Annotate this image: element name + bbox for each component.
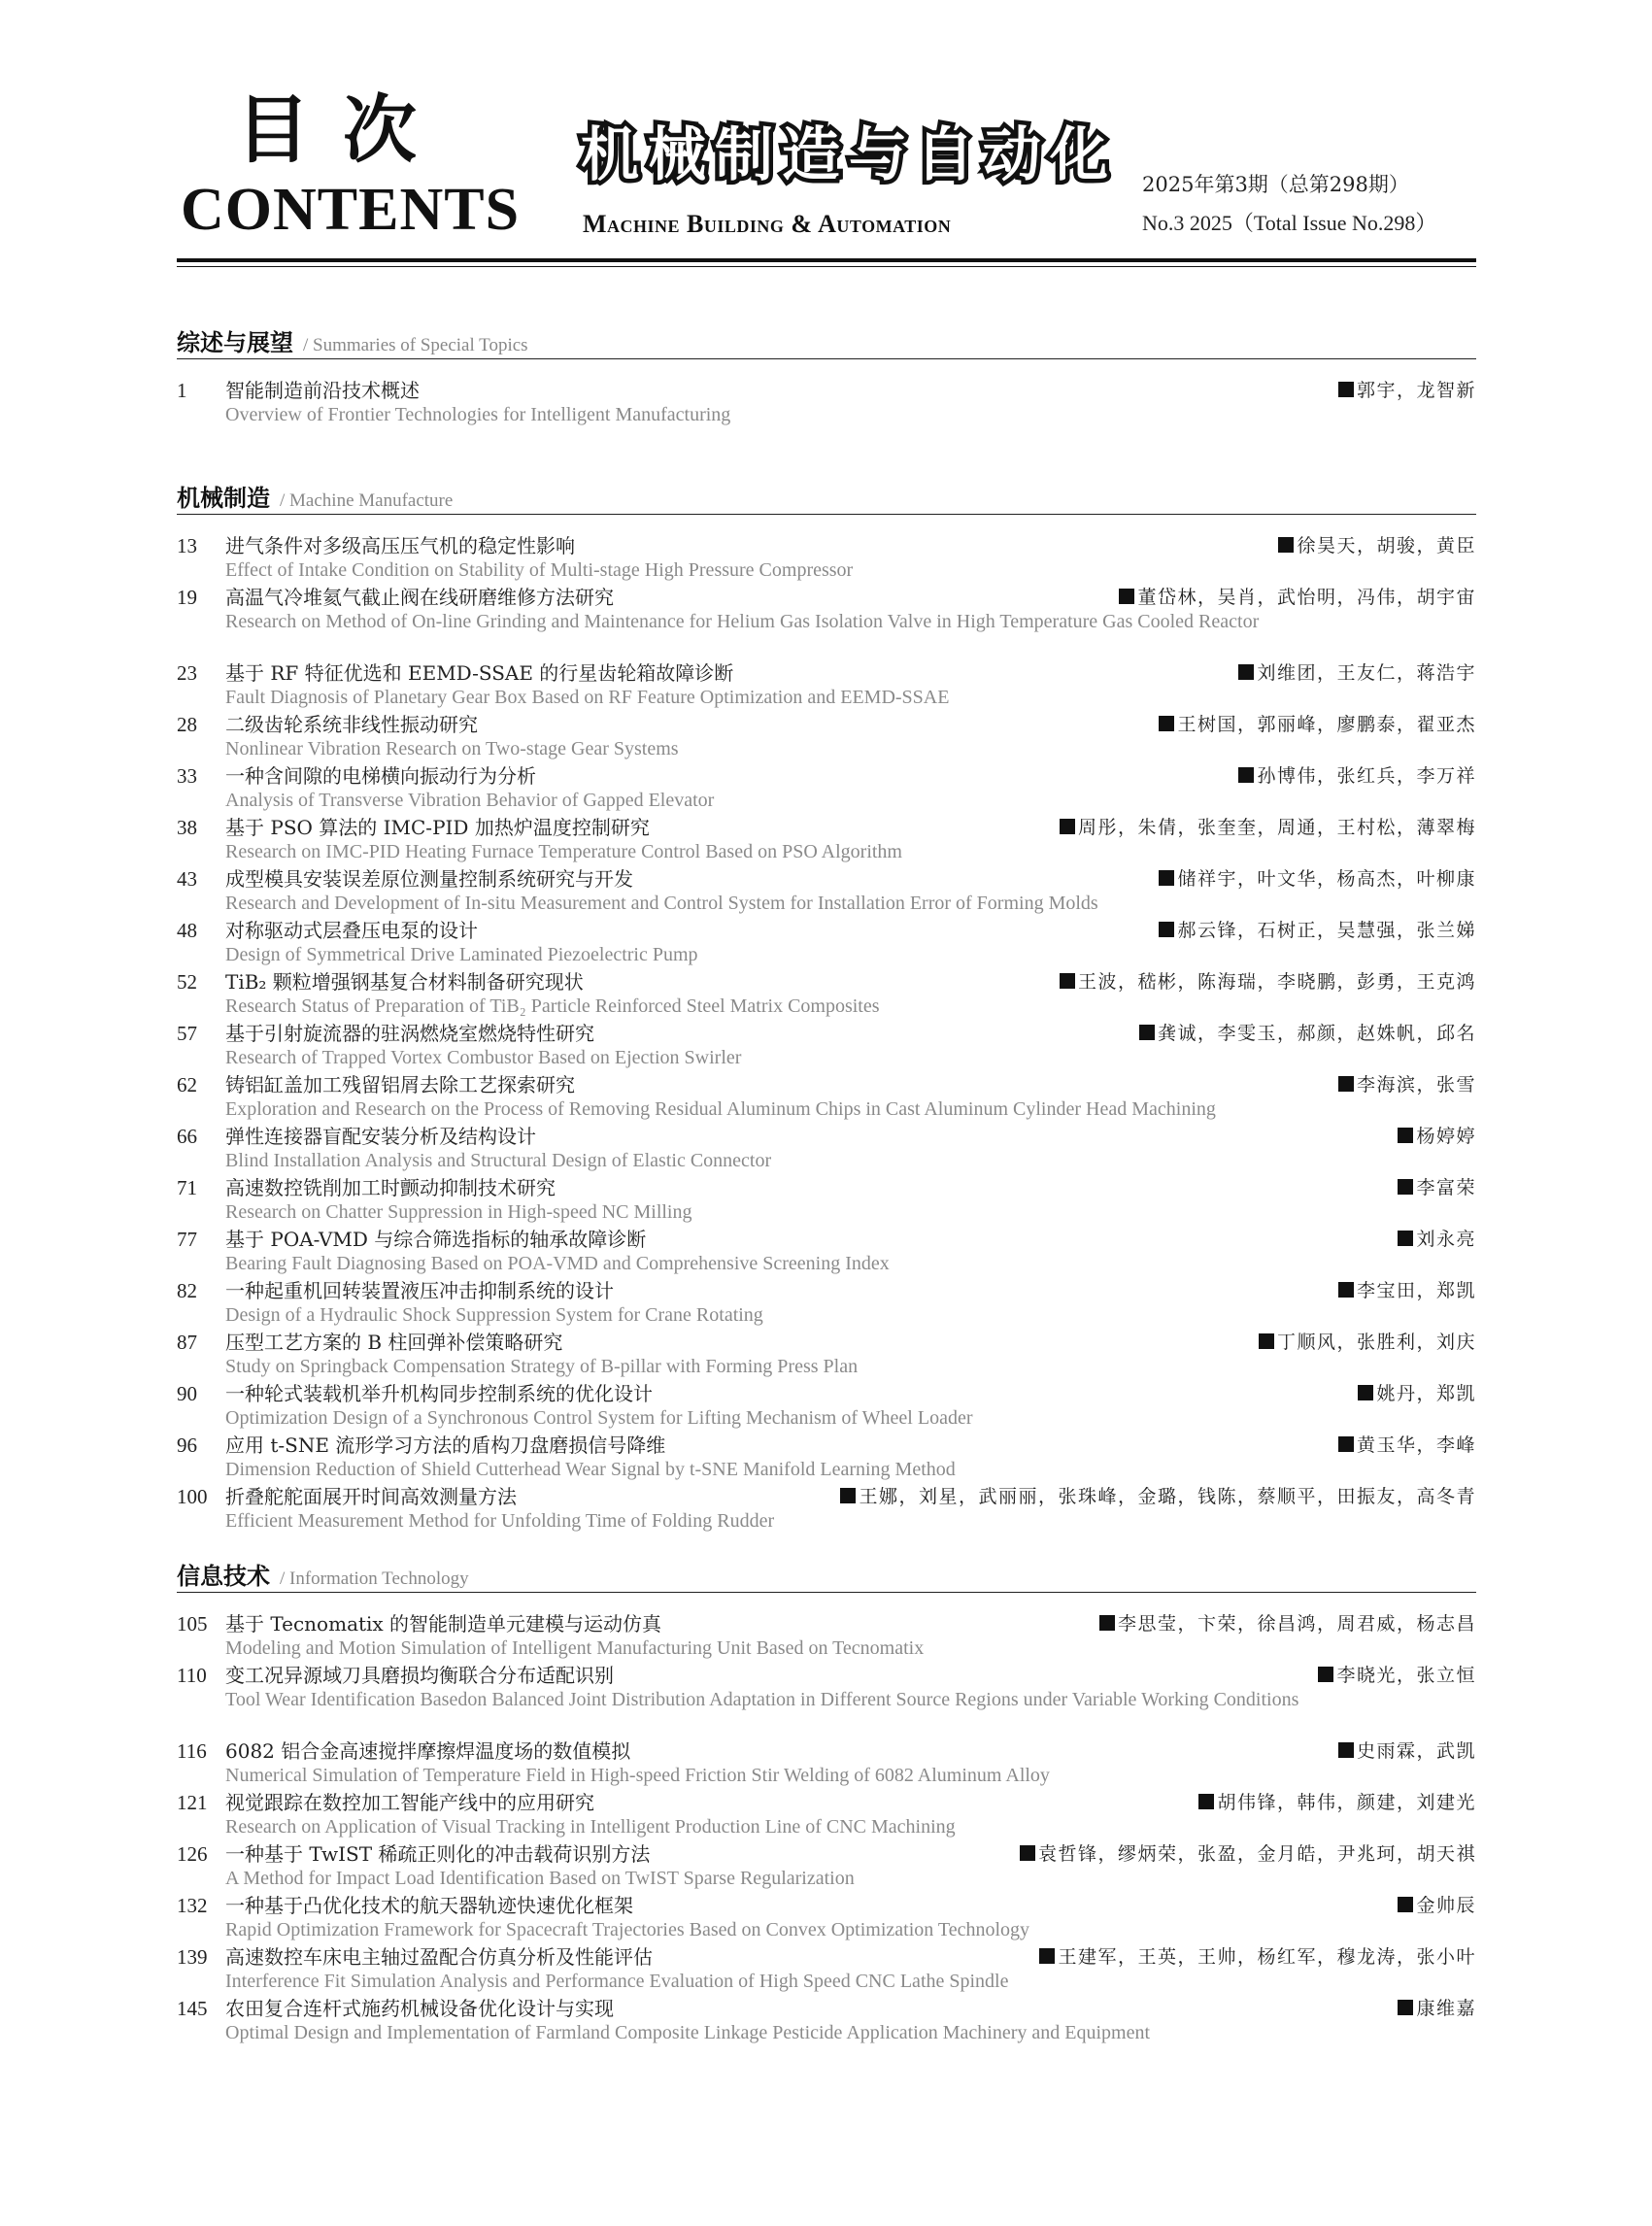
- article-authors: 胡伟锋，韩伟，颜建，刘建光: [1198, 1791, 1476, 1815]
- article-authors: 黄玉华，李峰: [1338, 1433, 1476, 1458]
- article-title-en: Design of a Hydraulic Shock Suppression System for Crane Rotating: [225, 1304, 763, 1326]
- section-header: [177, 1554, 1476, 1593]
- page-number: 96: [177, 1433, 197, 1457]
- page-number: 48: [177, 919, 197, 942]
- article-title-en: Modeling and Motion Simulation of Intelligent Manufacturing Unit Based on Tecnomatix: [225, 1637, 925, 1659]
- section-header: [177, 476, 1476, 515]
- article-authors: 姚丹，郑凯: [1358, 1382, 1476, 1406]
- toc-entry[interactable]: [177, 1331, 1476, 1382]
- issue-info-cn: 2025年第3期（总第298期）: [1142, 173, 1409, 196]
- article-authors: 王建军，王英，王帅，杨红军，穆龙涛，张小叶: [1039, 1945, 1476, 1970]
- article-title-cn: 基于 PSO 算法的 IMC-PID 加热炉温度控制研究: [225, 816, 650, 839]
- page-number: 121: [177, 1791, 208, 1814]
- contents-heading: CONTENTS: [181, 177, 521, 243]
- article-title-cn: 智能制造前沿技术概述: [225, 379, 420, 402]
- toc-entry[interactable]: [177, 661, 1476, 713]
- toc-entry[interactable]: [177, 1382, 1476, 1433]
- article-authors: 刘永亮: [1398, 1228, 1476, 1252]
- section-title-cn: 综述与展望: [177, 329, 293, 356]
- article-title-en: Analysis of Transverse Vibration Behavior of Gapped Elevator: [225, 790, 715, 811]
- article-title-en: Overview of Frontier Technologies for Intelligent Manufacturing: [225, 404, 731, 425]
- article-authors: 董岱林，吴肖，武怡明，冯伟，胡宇宙: [1119, 586, 1476, 610]
- article-authors: 史雨霖，武凯: [1338, 1739, 1476, 1764]
- article-title-cn: 一种含间隙的电梯横向振动行为分析: [225, 764, 536, 788]
- article-title-cn: 6082 铝合金高速搅拌摩擦焊温度场的数值模拟: [225, 1739, 631, 1763]
- article-title-en: Research and Development of In-situ Measurement and Control System for Installation Error of Forming Molds: [225, 893, 1098, 914]
- toc-entry[interactable]: [177, 1842, 1476, 1894]
- toc-entry[interactable]: [177, 970, 1476, 1022]
- article-title-cn: 基于引射旋流器的驻涡燃烧室燃烧特性研究: [225, 1022, 594, 1045]
- article-title-cn: 高速数控车床电主轴过盈配合仿真分析及性能评估: [225, 1945, 653, 1969]
- article-title-en: Study on Springback Compensation Strategy of B-pillar with Forming Press Plan: [225, 1356, 859, 1377]
- article-title-cn: 一种基于 TwIST 稀疏正则化的冲击载荷识别方法: [225, 1842, 651, 1866]
- article-authors: 李晓光，张立恒: [1318, 1664, 1476, 1688]
- toc-entry[interactable]: [177, 1791, 1476, 1842]
- article-title-en: Research of Trapped Vortex Combustor Based on Ejection Swirler: [225, 1047, 742, 1068]
- toc-entry[interactable]: [177, 379, 1476, 430]
- section-title-cn: 机械制造: [177, 485, 270, 512]
- page-number: 100: [177, 1485, 208, 1508]
- toc-entry[interactable]: [177, 1176, 1476, 1228]
- article-title-cn: 高速数控铣削加工时颤动抑制技术研究: [225, 1176, 556, 1199]
- toc-entry[interactable]: [177, 1612, 1476, 1664]
- page-number: 132: [177, 1894, 208, 1917]
- toc-entry[interactable]: [177, 586, 1476, 661]
- article-title-cn: 二级齿轮系统非线性振动研究: [225, 713, 478, 736]
- toc-entry[interactable]: [177, 1894, 1476, 1945]
- article-title-cn: 基于 RF 特征优选和 EEMD-SSAE 的行星齿轮箱故障诊断: [225, 661, 734, 685]
- article-title-en: Dimension Reduction of Shield Cutterhead Wear Signal by t-SNE Manifold Learning Method: [225, 1459, 956, 1480]
- article-authors: 袁哲锋，缪炳荣，张盈，金月皓，尹兆珂，胡天祺: [1020, 1842, 1476, 1867]
- article-authors: 龚诚，李雯玉，郝颜，赵姝帆，邱名: [1139, 1022, 1476, 1046]
- article-title-cn: 变工况异源域刀具磨损均衡联合分布适配识别: [225, 1664, 614, 1687]
- section-machine-manufacture: [177, 476, 1476, 1536]
- page-number: 71: [177, 1176, 197, 1199]
- article-authors: 杨婷婷: [1398, 1125, 1476, 1149]
- header-rule-thin: [177, 266, 1476, 267]
- article-title-en: Design of Symmetrical Drive Laminated Piezoelectric Pump: [225, 944, 698, 965]
- article-title-en: Blind Installation Analysis and Structural Design of Elastic Connector: [225, 1150, 772, 1171]
- article-title-cn: 一种基于凸优化技术的航天器轨迹快速优化框架: [225, 1894, 633, 1917]
- article-title-en: Numerical Simulation of Temperature Field in High-speed Friction Stir Welding of 6082 Aluminum Alloy: [225, 1765, 1050, 1786]
- toc-entry[interactable]: [177, 816, 1476, 867]
- article-authors: 王娜，刘星，武丽丽，张珠峰，金璐，钱陈，蔡顺平，田振友，高冬青: [840, 1485, 1476, 1509]
- article-title-en: Interference Fit Simulation Analysis and Performance Evaluation of High Speed CNC Lathe Spindle: [225, 1971, 1009, 1992]
- article-authors: 李海滨，张雪: [1338, 1073, 1476, 1097]
- page-number: 77: [177, 1228, 197, 1251]
- section-title-en: / Machine Manufacture: [280, 490, 454, 511]
- article-title-cn: 应用 t-SNE 流形学习方法的盾构刀盘磨损信号降维: [225, 1433, 666, 1457]
- article-title-cn: 对称驱动式层叠压电泵的设计: [225, 919, 478, 942]
- article-title-cn: 基于 POA-VMD 与综合筛选指标的轴承故障诊断: [225, 1228, 647, 1251]
- article-authors: 丁顺风，张胜利，刘庆: [1259, 1331, 1476, 1355]
- toc-entry[interactable]: [177, 713, 1476, 764]
- page-number: 28: [177, 713, 197, 736]
- article-authors: 李富荣: [1398, 1176, 1476, 1200]
- toc-entry[interactable]: [177, 1433, 1476, 1485]
- page-number: 38: [177, 816, 197, 839]
- article-authors: 刘维团，王友仁，蒋浩宇: [1238, 661, 1476, 686]
- article-authors: 郭宇，龙智新: [1338, 379, 1476, 403]
- article-authors: 王波，嵇彬，陈海瑞，李晓鹏，彭勇，王克鸿: [1060, 970, 1476, 995]
- header-rule-thick: [177, 258, 1476, 262]
- entry-list: [177, 379, 1476, 430]
- section-summaries: [177, 320, 1476, 430]
- article-title-cn: TiB₂ 颗粒增强钢基复合材料制备研究现状: [225, 970, 584, 994]
- page-number: 19: [177, 586, 197, 609]
- article-title-cn: 基于 Tecnomatix 的智能制造单元建模与运动仿真: [225, 1612, 662, 1636]
- article-title-cn: 弹性连接器盲配安装分析及结构设计: [225, 1125, 536, 1148]
- article-title-en: Research on IMC-PID Heating Furnace Temperature Control Based on PSO Algorithm: [225, 841, 902, 862]
- page-number: 13: [177, 534, 197, 557]
- toc-entry[interactable]: [177, 534, 1476, 586]
- toc-entry[interactable]: [177, 1073, 1476, 1125]
- section-title-en: / Summaries of Special Topics: [303, 335, 528, 355]
- article-authors: 李宝田，郑凯: [1338, 1279, 1476, 1303]
- page-number: 105: [177, 1612, 208, 1636]
- page-number: 139: [177, 1945, 208, 1969]
- page-number: 23: [177, 661, 197, 685]
- toc-entry[interactable]: [177, 867, 1476, 919]
- page-number: 116: [177, 1739, 207, 1763]
- page-number: 145: [177, 1997, 208, 2020]
- article-title-cn: 视觉跟踪在数控加工智能产线中的应用研究: [225, 1791, 594, 1814]
- page-number: 52: [177, 970, 197, 994]
- section-title-en: / Information Technology: [280, 1568, 469, 1589]
- article-title-en: Efficient Measurement Method for Unfolding Time of Folding Rudder: [225, 1510, 775, 1532]
- toc-entry[interactable]: [177, 1022, 1476, 1073]
- section-information-technology: [177, 1554, 1476, 2048]
- article-title-en: Tool Wear Identification Basedon Balanced Joint Distribution Adaptation in Different Source Regions under Variable Working Conditions: [225, 1689, 1299, 1710]
- toc-entry[interactable]: [177, 1739, 1476, 1791]
- article-title-en: Effect of Intake Condition on Stability of Multi-stage High Pressure Compressor: [225, 559, 854, 581]
- article-authors: 郝云锋，石树正，吴慧强，张兰娣: [1159, 919, 1476, 943]
- toc-entry[interactable]: [177, 1945, 1476, 1997]
- page-number: 43: [177, 867, 197, 891]
- toc-entry[interactable]: [177, 1664, 1476, 1739]
- page-number: 82: [177, 1279, 197, 1302]
- toc-entry[interactable]: [177, 919, 1476, 970]
- article-title-en: Optimal Design and Implementation of Farmland Composite Linkage Pesticide Application Machinery and Equipment: [225, 2022, 1151, 2043]
- article-authors: 储祥宇，叶文华，杨高杰，叶柳康: [1159, 867, 1476, 892]
- section-header: [177, 320, 1476, 359]
- toc-entry[interactable]: [177, 1997, 1476, 2048]
- article-title-en: Research on Method of On-line Grinding and Maintenance for Helium Gas Isolation Valve in High Temperature Gas Cooled Reactor: [225, 611, 1260, 632]
- issue-info-en: No.3 2025（Total Issue No.298）: [1142, 211, 1437, 235]
- article-authors: 金帅辰: [1398, 1894, 1476, 1918]
- article-authors: 康维嘉: [1398, 1997, 1476, 2021]
- article-title-cn: 农田复合连杆式施药机械设备优化设计与实现: [225, 1997, 614, 2020]
- article-authors: 徐昊天，胡骏，黄臣: [1278, 534, 1476, 558]
- page-number: 110: [177, 1664, 207, 1687]
- journal-title-cn: 机械制造与自动化: [581, 121, 1117, 189]
- article-title-cn: 折叠舵舵面展开时间高效测量方法: [225, 1485, 517, 1508]
- journal-title-en: Machine Building & Automation: [583, 210, 952, 238]
- page-number: 33: [177, 764, 197, 788]
- entry-list: [177, 1612, 1476, 2048]
- article-authors: 李思莹，卞荣，徐昌鸿，周君威，杨志昌: [1099, 1612, 1476, 1636]
- article-title-en: Research on Application of Visual Tracking in Intelligent Production Line of CNC Machining: [225, 1816, 956, 1838]
- page-number: 66: [177, 1125, 197, 1148]
- toc-entry[interactable]: [177, 1125, 1476, 1176]
- page-number: 87: [177, 1331, 197, 1354]
- article-title-en: A Method for Impact Load Identification Based on TwIST Sparse Regularization: [225, 1868, 855, 1889]
- article-title-en: Rapid Optimization Framework for Spacecraft Trajectories Based on Convex Optimization Technology: [225, 1919, 1030, 1940]
- page-number: 1: [177, 379, 187, 402]
- article-title-en: Research on Chatter Suppression in High-speed NC Milling: [225, 1201, 692, 1223]
- section-title-cn: 信息技术: [177, 1563, 270, 1590]
- entry-list: [177, 534, 1476, 1536]
- article-title-en: Fault Diagnosis of Planetary Gear Box Based on RF Feature Optimization and EEMD-SSAE: [225, 687, 950, 708]
- article-title-en: Research Status of Preparation of TiB₂ Particle Reinforced Steel Matrix Composites: [225, 995, 880, 1017]
- article-title-cn: 高温气冷堆氦气截止阀在线研磨维修方法研究: [225, 586, 614, 609]
- article-title-en: Exploration and Research on the Process of Removing Residual Aluminum Chips in Cast Aluminum Cylinder Head Machining: [225, 1098, 1216, 1120]
- article-title-en: Bearing Fault Diagnosing Based on POA-VMD and Comprehensive Screening Index: [225, 1253, 890, 1274]
- page-number: 57: [177, 1022, 197, 1045]
- article-title-cn: 一种轮式装载机举升机构同步控制系统的优化设计: [225, 1382, 653, 1405]
- toc-entry[interactable]: [177, 764, 1476, 816]
- article-authors: 王树国，郭丽峰，廖鹏泰，翟亚杰: [1159, 713, 1476, 737]
- article-title-cn: 成型模具安装误差原位测量控制系统研究与开发: [225, 867, 633, 891]
- page-number: 126: [177, 1842, 208, 1866]
- article-title-cn: 铸铝缸盖加工残留铝屑去除工艺探索研究: [225, 1073, 575, 1096]
- toc-entry[interactable]: [177, 1485, 1476, 1536]
- article-title-en: Nonlinear Vibration Research on Two-stage Gear Systems: [225, 738, 679, 759]
- article-title-cn: 进气条件对多级高压压气机的稳定性影响: [225, 534, 575, 557]
- mulu-heading: 目次: [236, 86, 450, 173]
- article-authors: 孙博伟，张红兵，李万祥: [1238, 764, 1476, 789]
- article-title-cn: 压型工艺方案的 B 柱回弹补偿策略研究: [225, 1331, 563, 1354]
- page-number: 62: [177, 1073, 197, 1096]
- article-title-cn: 一种起重机回转装置液压冲击抑制系统的设计: [225, 1279, 614, 1302]
- toc-entry[interactable]: [177, 1279, 1476, 1331]
- article-title-en: Optimization Design of a Synchronous Control System for Lifting Mechanism of Wheel Loader: [225, 1407, 973, 1429]
- toc-entry[interactable]: [177, 1228, 1476, 1279]
- page-number: 90: [177, 1382, 197, 1405]
- article-authors: 周彤，朱倩，张奎奎，周通，王村松，薄翠梅: [1060, 816, 1476, 840]
